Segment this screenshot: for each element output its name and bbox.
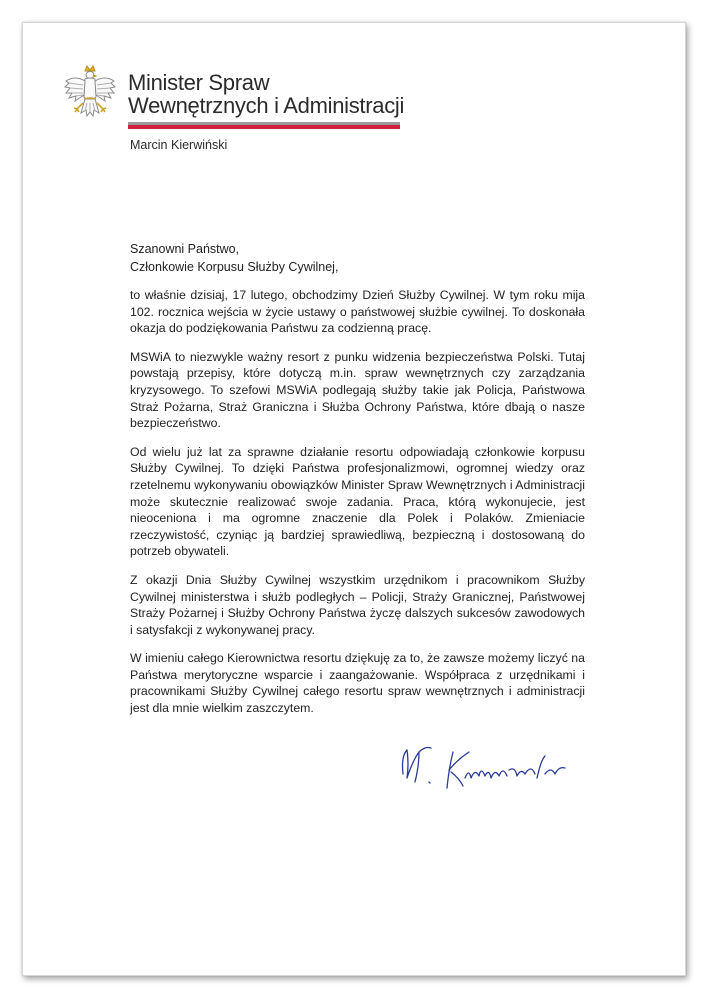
- flag-divider: [128, 122, 400, 129]
- divider-red-stripe: [128, 125, 400, 129]
- ministry-title-line1: Minister Spraw: [128, 70, 270, 95]
- letter-paragraph: MSWiA to niezwykle ważny resort z punku widzenia bezpieczeństwa Polski. Tutaj powstają przepisy, które dotyczą m.in. spraw wewnętrznych czy zarządzania kryzysowego. To szefowi MSWiA podlegają służby takie jak Policja, Państwowa Straż Pożarna, Straż Graniczna i Służba Ochrony Państwa, które dbają o nasze bezpieczeństwo.: [130, 349, 585, 431]
- letter-paragraph: Od wielu już lat za sprawne działanie resortu odpowiadają członkowie korpusu Służby Cywilnej. To dzięki Państwa profesjonalizmowi, ogromnej wiedzy oraz rzetelnemu wykonywaniu obowiązków Minister Spraw Wewnętrznych i Administracji może skutecznie realizować swoje zadania. Praca, którą wykonujecie, jest nieoceniona i ma ogromne znaczenie dla Polek i Polaków. Zmieniacie rzeczywistość, czyniąc ją bardziej sprawiedliwą, bezpieczną i dostosowaną do potrzeb obywateli.: [130, 444, 585, 559]
- polish-eagle-emblem-icon: [63, 63, 117, 129]
- salutation-line2: Członkowie Korpusu Służby Cywilnej,: [130, 259, 339, 274]
- ministry-title-line2: Wewnętrznych i Administracji: [128, 93, 405, 118]
- salutation-line1: Szanowni Państwo,: [130, 242, 240, 256]
- letter-paragraph: Z okazji Dnia Służby Cywilnej wszystkim urzędnikom i pracownikom Służby Cywilnej ministerstwa i służb podległych – Policji, Straży Granicznej, Państwowej Straży Pożarnej i Służby Ochrony Państwa życzę dalszych sukcesów zawodowych i satysfakcji z wykonywanej pracy.: [130, 572, 585, 637]
- letter-paragraph: W imieniu całego Kierownictwa resortu dziękuję za to, że zawsze możemy liczyć na Państwa merytoryczne wsparcie i zaangażowanie. Współpraca z urzędnikami i pracownikami Służby Cywilnej całego resortu spraw wewnętrznych i administracji jest dla mnie wielkim zaszczytem.: [130, 651, 585, 716]
- minister-name: Marcin Kierwiński: [130, 138, 228, 152]
- ministry-title: [128, 71, 404, 117]
- letter-paragraph: to właśnie dzisiaj, 17 lutego, obchodzimy Dzień Służby Cywilnej. W tym roku mija 102. rocznica wejścia w życie ustawy o państwowej służbie cywilnej. To doskonała okazja do podziękowania Państwu za codzienną pracę.: [130, 288, 585, 336]
- letter-body: [130, 287, 585, 729]
- handwritten-signature: [395, 738, 580, 794]
- salutation: [130, 241, 338, 276]
